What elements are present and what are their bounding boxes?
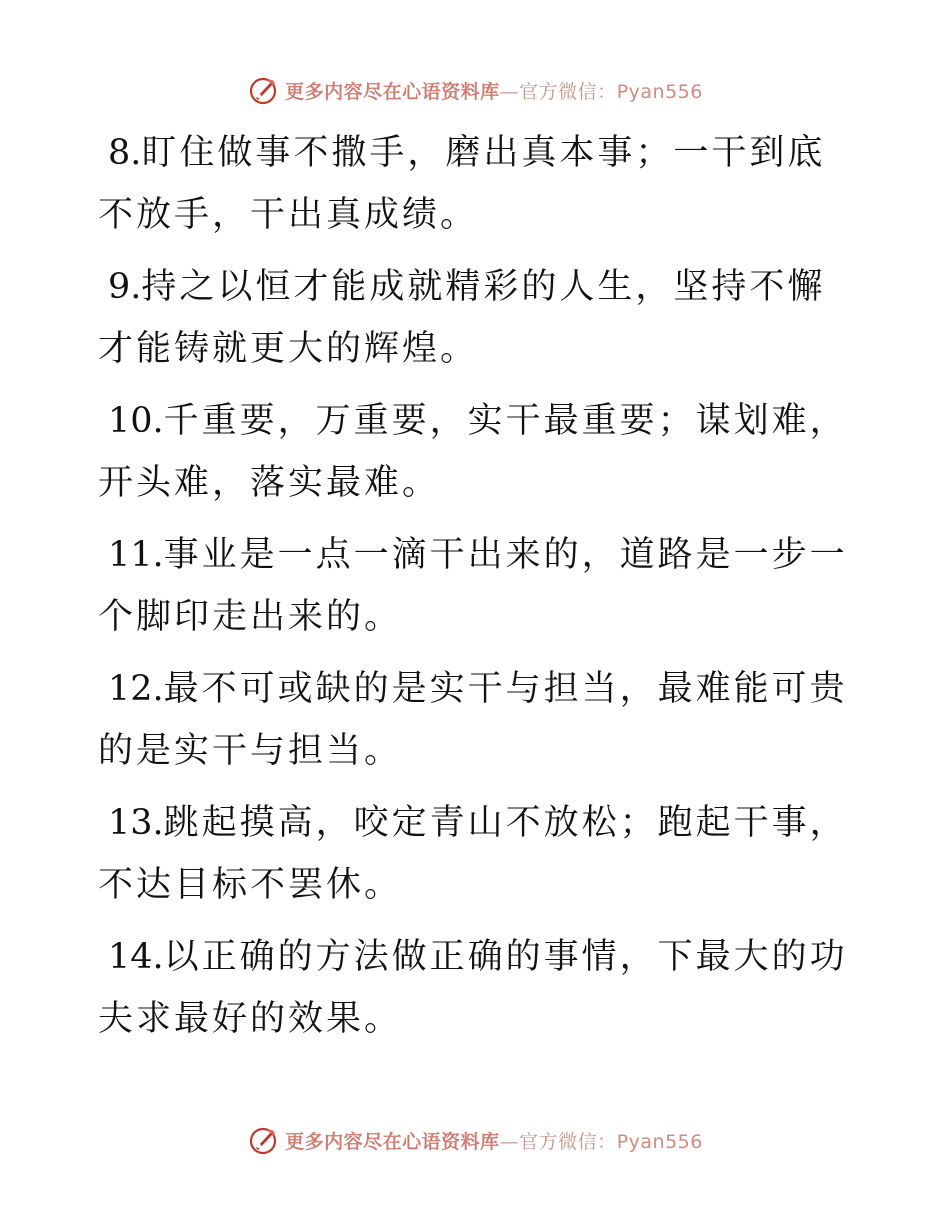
footer-site-text: 更多内容尽在心语资料库 [285,1130,500,1153]
header-contact-id: Pyan556 [616,80,703,103]
feather-pen-logo-icon [247,74,279,106]
list-item [98,792,858,916]
header-site-text: 更多内容尽在心语资料库 [285,80,500,103]
footer-banner-text [285,1127,703,1154]
list-item [98,524,858,648]
list-item [98,256,858,380]
list-item [98,122,858,246]
header-contact-label: 官方微信： [519,80,617,103]
header-banner [0,70,950,110]
list-item [98,926,858,1050]
document-body [98,122,858,1060]
footer-contact-id: Pyan556 [616,1130,703,1153]
item-number: 11. [108,535,164,575]
header-banner-text [285,77,703,104]
feather-pen-logo-icon [247,1124,279,1156]
item-text: 最不可或缺的是实干与担当，最难能可贵的是实干与担当。 [98,669,848,771]
footer-banner [0,1120,950,1160]
footer-banner-inner [247,1124,703,1156]
item-number: 13. [108,803,164,843]
header-banner-inner [247,74,703,106]
item-number: 8. [108,133,142,173]
footer-separator: — [499,1130,520,1153]
header-separator: — [499,80,520,103]
item-text: 千重要，万重要，实干最重要；谋划难，开头难，落实最难。 [98,401,848,503]
item-text: 跳起摸高，咬定青山不放松；跑起干事，不达目标不罢休。 [98,803,848,905]
item-number: 12. [108,669,164,709]
item-text: 持之以恒才能成就精彩的人生，坚持不懈才能铸就更大的辉煌。 [98,267,826,369]
item-text: 以正确的方法做正确的事情，下最大的功夫求最好的效果。 [98,937,848,1039]
footer-contact-label: 官方微信： [519,1130,617,1153]
list-item [98,658,858,782]
item-text: 事业是一点一滴干出来的，道路是一步一个脚印走出来的。 [98,535,848,637]
item-number: 14. [108,937,164,977]
list-item [98,390,858,514]
item-text: 盯住做事不撒手，磨出真本事；一干到底不放手，干出真成绩。 [98,133,826,235]
item-number: 9. [108,267,142,307]
item-number: 10. [108,401,164,441]
